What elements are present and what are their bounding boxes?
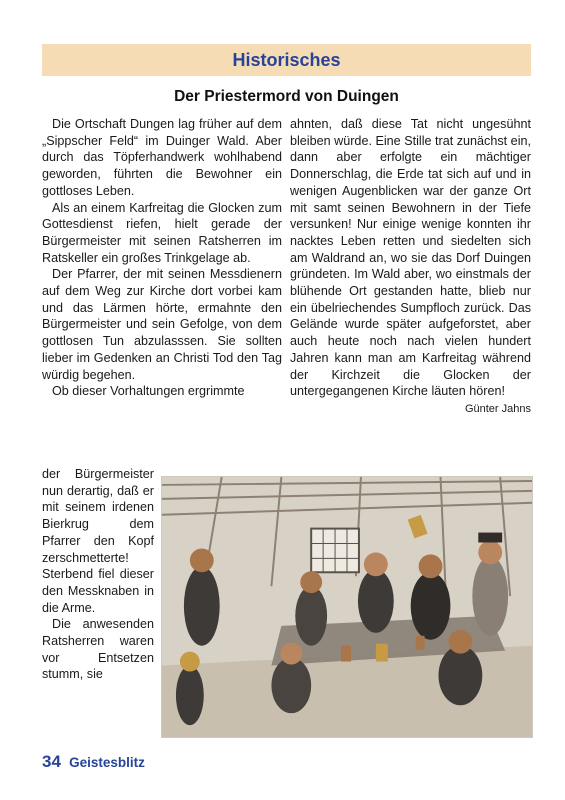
page-footer	[42, 752, 145, 772]
left-column-top	[42, 116, 282, 400]
illustration-drawing	[162, 477, 532, 737]
paragraph: der Bürgermeister nun derartig, daß er mit seinem irdenen Bierkrug dem Pfarrer den Kopf zerschmetterte! Sterbend fiel dieser den Messknaben in die Arme.	[42, 467, 154, 615]
magazine-name: Geistesblitz	[69, 755, 145, 770]
paragraph: Der Pfarrer, der mit seinen Messdienern auf dem Weg zur Kirche dort vorbei kam und das Lärmen hörte, ermahnte den Bürgermeister und sein Gefolge, von dem gottlosen Tun abzulasssen. Sie sollten lieber im Gedenken an Christi Tod den Tag würdig begehen.	[42, 267, 282, 382]
right-column	[290, 116, 531, 418]
section-banner	[42, 44, 531, 76]
paragraph: Ob dieser Vorhaltungen ergrimmte	[52, 384, 245, 399]
paragraph: Die anwesenden Ratsherren waren vor Entsetzen stumm, sie	[42, 617, 154, 682]
left-column-narrow	[42, 466, 154, 683]
paragraph: Als an einem Karfreitag die Glocken zum Gottesdienst riefen, hielt gerade der Bürgermeister mit seinen Ratsherren im Ratskeller ein großes Trinkgelage ab.	[42, 200, 282, 265]
tavern-scene-illustration	[161, 476, 533, 738]
author-name: Günter Jahns	[464, 402, 531, 415]
section-title: Historisches	[232, 49, 341, 70]
article-title: Der Priestermord von Duingen	[174, 88, 399, 105]
paragraph: ahnten, daß diese Tat nicht ungesühnt bleiben würde. Eine Stille trat zunächst ein, dann aber erfolgte ein mächtiger Donnerschlag, die Erde tat sich auf und in wenigen Augenblicken war der ganze Ort mit samt seinen Bewohnern in der Tiefe versunken! Nur einige wenige konnten ihr nacktes Leben retten und siedelten sich am Waldrand an, wo sie das Dorf Duingen gründeten. Im Wald aber, wo einstmals der blühende Ort gestanden hatte, blieb nur ein übelriechendes Sumpfloch zurück. Das Gelände wurde später aufgeforstet, aber auch heute noch nach vielen hundert Jahren kann man am Karfreitag während der Kirchzeit die Glocken der untergegangenen Kirche läuten hören!	[290, 117, 531, 399]
page-number: 34	[42, 752, 61, 771]
paragraph: Die Ortschaft Dungen lag früher auf dem „Sippscher Feld“ im Duinger Wald. Aber durch das Töpferhandwerk wohlhabend geworden, führten die Bewohner ein gottloses Leben.	[42, 117, 282, 198]
